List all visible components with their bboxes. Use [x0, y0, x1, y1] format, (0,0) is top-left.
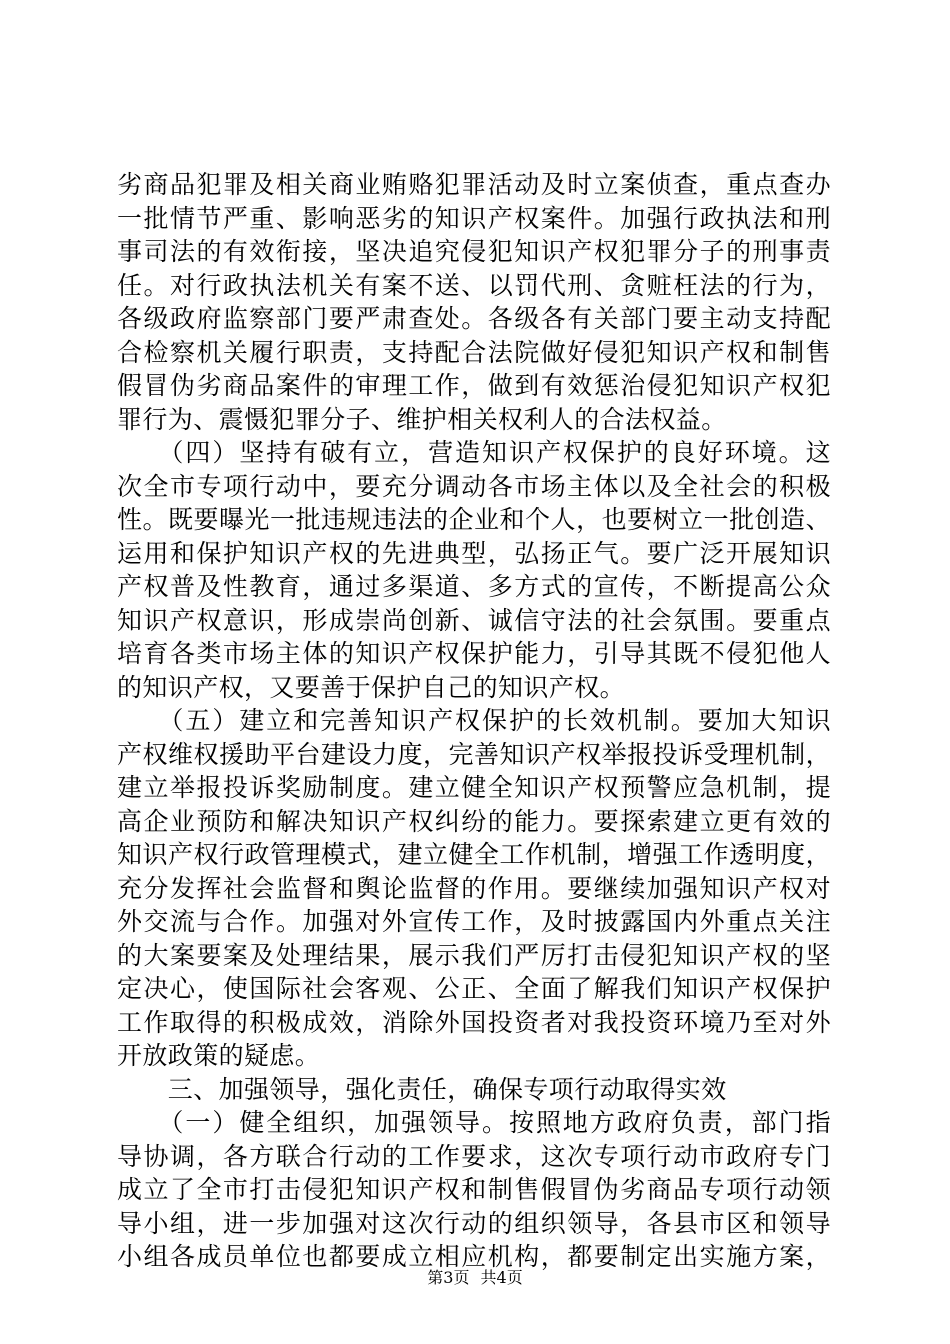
text-line: 成立了全市打击侵犯知识产权和制售假冒伪劣商品专项行动领: [117, 1175, 831, 1204]
text-line: 外交流与合作。加强对外宣传工作，及时披露国内外重点关注: [117, 907, 831, 936]
text-line: 导协调，各方联合行动的工作要求，这次专项行动市政府专门: [117, 1141, 831, 1171]
text-line: 假冒伪劣商品案件的审理工作，做到有效惩治侵犯知识产权犯: [117, 371, 831, 400]
text-line: 性。既要曝光一批违规违法的企业和个人，也要树立一批创造、: [117, 505, 831, 534]
text-line: 各级政府监察部门要严肃查处。各级各有关部门要主动支持配: [117, 304, 831, 333]
text-line: 建立举报投诉奖励制度。建立健全知识产权预警应急机制，提: [117, 773, 831, 802]
text-line: 一批情节严重、影响恶劣的知识产权案件。加强行政执法和刑: [117, 203, 831, 233]
text-line: 知识产权行政管理模式，建立健全工作机制，增强工作透明度，: [117, 840, 831, 869]
document-body: [117, 168, 831, 1274]
text-line: 的知识产权，又要善于保护自己的知识产权。: [117, 672, 626, 702]
text-line: 工作取得的积极成效，消除外国投资者对我投资环境乃至对外: [117, 1007, 831, 1037]
text-line: （五）建立和完善知识产权保护的长效机制。要加大知识: [117, 706, 831, 735]
text-line: 知识产权意识，形成崇尚创新、诚信守法的社会氛围。要重点: [117, 605, 831, 635]
text-line: 合检察机关履行职责，支持配合法院做好侵犯知识产权和制售: [117, 337, 831, 367]
text-line: 三、加强领导，强化责任，确保专项行动取得实效: [117, 1074, 727, 1104]
text-line: 充分发挥社会监督和舆论监督的作用。要继续加强知识产权对: [117, 873, 831, 903]
page-total: 共4页: [480, 1268, 523, 1287]
page-number: 第3页: [427, 1268, 470, 1287]
text-line: 定决心，使国际社会客观、公正、全面了解我们知识产权保护: [117, 974, 831, 1003]
page-footer: [0, 1267, 950, 1289]
text-line: 任。对行政执法机关有案不送、以罚代刑、贪赃枉法的行为，: [117, 270, 831, 300]
text-line: 小组各成员单位也都要成立相应机构，都要制定出实施方案，: [117, 1242, 831, 1271]
text-line: （四）坚持有破有立，营造知识产权保护的良好环境。这: [117, 438, 831, 467]
text-line: 事司法的有效衔接，坚决追究侵犯知识产权犯罪分子的刑事责: [117, 237, 831, 266]
text-line: 导小组，进一步加强对这次行动的组织领导，各县市区和领导: [117, 1208, 831, 1238]
text-line: 罪行为、震慑犯罪分子、维护相关权利人的合法权益。: [117, 404, 727, 434]
text-line: 劣商品犯罪及相关商业贿赂犯罪活动及时立案侦查，重点查办: [117, 170, 831, 199]
text-line: 的大案要案及处理结果，展示我们严厉打击侵犯知识产权的坚: [117, 940, 831, 970]
text-line: 产权普及性教育，通过多渠道、多方式的宣传，不断提高公众: [117, 572, 831, 601]
text-line: 次全市专项行动中，要充分调动各市场主体以及全社会的积极: [117, 471, 831, 501]
text-line: 培育各类市场主体的知识产权保护能力，引导其既不侵犯他人: [117, 639, 831, 668]
text-line: 运用和保护知识产权的先进典型，弘扬正气。要广泛开展知识: [117, 538, 831, 568]
text-line: （一）健全组织，加强领导。按照地方政府负责，部门指: [117, 1108, 831, 1137]
text-line: 开放政策的疑虑。: [117, 1041, 321, 1070]
text-line: 高企业预防和解决知识产权纠纷的能力。要探索建立更有效的: [117, 806, 831, 836]
text-line: 产权维权援助平台建设力度，完善知识产权举报投诉受理机制，: [117, 739, 831, 769]
